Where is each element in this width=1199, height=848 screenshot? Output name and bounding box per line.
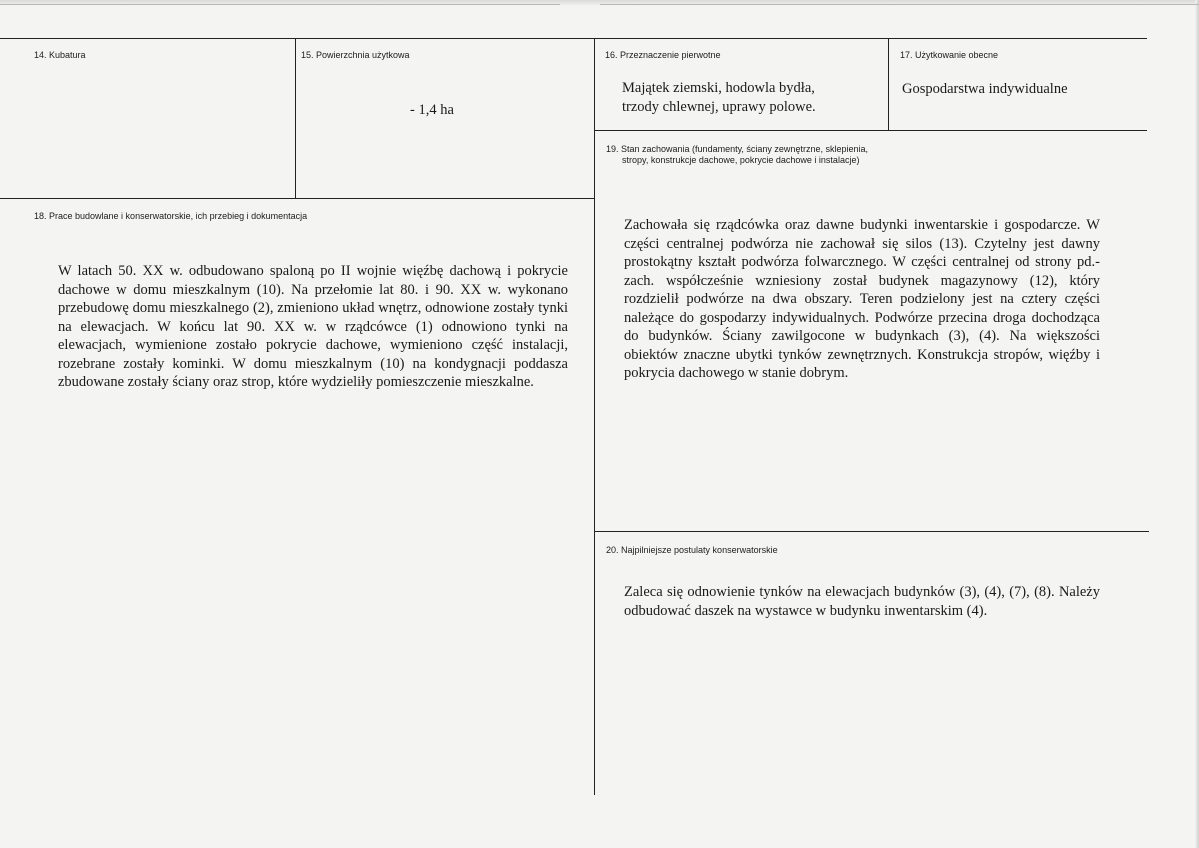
field-17-label: 17. Użytkowanie obecne <box>900 50 999 60</box>
form-top-rule <box>0 38 1147 39</box>
field-15-value: - 1,4 ha <box>410 102 454 118</box>
scan-edge-right <box>1195 0 1199 848</box>
field-20-label: 20. Najpilniejsze postulaty konserwatorskie <box>606 545 778 555</box>
field-18-text: W latach 50. XX w. odbudowano spaloną po II wojnie więźbę dachową i pokrycie dachowe w domu mieszkalnym (10). Na przełomie lat 80. i 90. XX w. wykonano przebudowę domu mieszkalnego (2), zmieniono układ wnętrz, odnowione zostały tynki na elewacjach. W końcu lat 90. XX w. w rządcówce (1) odnowiono tynki na elewacjach, wymienione zostało pokrycie dachowe, wymieniono część instalacji, rozebrane zostały kominki. W domu mieszkalnym (10) na kondygnacji poddasza zbudowane zostały ściany oraz strop, które wydzieliły pomieszczenie mieszkalne. <box>58 263 568 390</box>
field-15-label: 15. Powierzchnia użytkowa <box>301 50 410 60</box>
field-16-value-line2: trzody chlewnej, uprawy polowe. <box>622 99 816 115</box>
field-16-label: 16. Przeznaczenie pierwotne <box>605 50 721 60</box>
faint-top-rule-left <box>0 4 560 5</box>
field-19-label-line1: 19. Stan zachowania (fundamenty, ściany zewnętrzne, sklepienia, <box>606 144 868 154</box>
field-16-value-line1: Majątek ziemski, hodowla bydła, <box>622 80 815 96</box>
divider-14-15 <box>295 38 296 198</box>
field-18-label: 18. Prace budowlane i konserwatorskie, ich przebieg i dokumentacja <box>34 211 308 221</box>
field-19-text: Zachowała się rządcówka oraz dawne budynki inwentarskie i gospodarcze. W części centralnej podwórza nie zachował się silos (13). Czytelny jest dawny prostokątny kształt podwórza folwarcznego. W części centralnej od strony pd.-zach. współcześnie wzniesiony został budynek magazynowy (12), który rozdzielił podwórze na dwa obszary. Teren podzielony jest na cztery części należące do gospodarzy indywidualnych. Podwórze przecina droga dochodząca do budynków. Ściany zawilgocone w budynkach (3), (4). Na większości obiektów znaczne ubytki tynków zewnętrznych. Konstrukcja stropów, więźby i pokrycia dachowego w stanie dobrym. <box>624 217 1100 381</box>
rule-above-19 <box>594 130 1147 131</box>
rule-above-20 <box>594 531 1149 532</box>
scan-edge-top <box>0 0 1199 6</box>
faint-top-rule-right <box>600 4 1199 5</box>
field-17-value: Gospodarstwa indywidualne <box>902 81 1068 97</box>
field-20-text: Zaleca się odnowienie tynków na elewacjach budynków (3), (4), (7), (8). Należy odbudować daszek na wystawce w budynku inwentarskim (4). <box>624 584 1100 619</box>
rule-above-18 <box>0 198 594 199</box>
field-14-label: 14. Kubatura <box>34 50 86 60</box>
field-19-label-line2: stropy, konstrukcje dachowe, pokrycie dachowe i instalacje) <box>622 155 860 165</box>
divider-16-17 <box>888 38 889 130</box>
center-divider <box>594 38 595 795</box>
